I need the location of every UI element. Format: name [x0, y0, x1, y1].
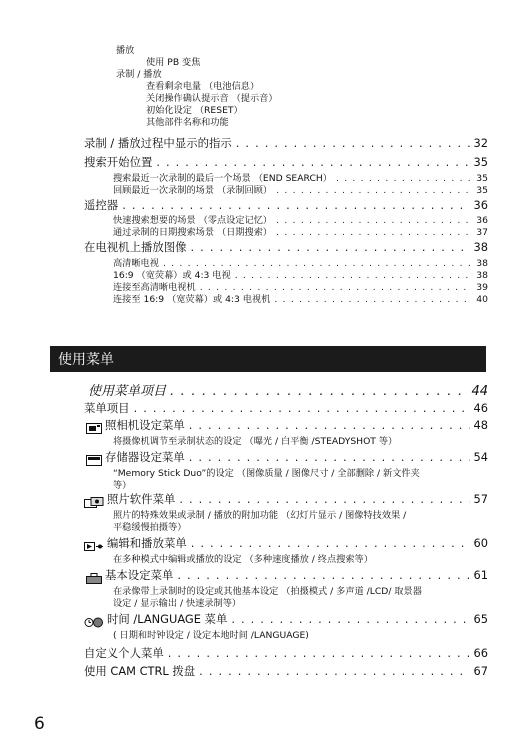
toc-page: 35: [473, 155, 488, 169]
toc-title: 搜索最近一次录制的最后一个场景 （END SEARCH）: [113, 173, 332, 184]
picture-application-icon: [84, 493, 104, 504]
toc-title: 连接至 16:9 （宽荧幕）或 4:3 电视机: [113, 294, 271, 305]
toc-page: 61: [473, 568, 488, 582]
toc-description: 等）: [113, 480, 132, 491]
toc-page: 35: [476, 173, 488, 184]
toc-page: 32: [473, 136, 488, 150]
toc-page: 38: [473, 240, 488, 254]
toc-entry[interactable]: [107, 611, 488, 627]
toc-entry[interactable]: [84, 239, 488, 255]
toc-title: 回顾最近一次录制的场景 （录制回顾）: [113, 185, 273, 196]
toc-page: 40: [476, 294, 488, 305]
toc-title: 使用 CAM CTRL 拨盘: [84, 664, 196, 678]
toc-page: 36: [476, 215, 488, 226]
toc-entry[interactable]: [105, 449, 488, 465]
toc-entry[interactable]: [107, 491, 488, 507]
toc-page: 39: [476, 282, 488, 293]
toc-title: 高清晰电视: [113, 258, 159, 269]
toc-page: 37: [476, 227, 488, 238]
toc-page: 60: [473, 536, 488, 550]
toc-description: 在录像带上录制时的设定或其他基本设定 （拍摄模式 / 多声道 /LCD/ 取景器: [113, 586, 422, 597]
list-item: 初始化设定 （RESET）: [146, 105, 243, 116]
toc-title: 照相机设定菜单: [105, 418, 185, 432]
list-item: 播放: [116, 45, 135, 56]
toc-page: 36: [473, 198, 488, 212]
toc-page: 38: [476, 258, 488, 269]
toc-entry[interactable]: [113, 291, 488, 305]
toc-description: 将摄像机调节至录制状态的设定 （曝光 / 白平衡 /STEADYSHOT 等）: [113, 436, 398, 447]
toc-title: 时间 /LANGUAGE 菜单: [107, 612, 228, 626]
toc-entry[interactable]: [84, 197, 488, 213]
toc-page: 48: [473, 418, 488, 432]
toc-entry[interactable]: [107, 535, 488, 551]
toc-title: 搜索开始位置: [84, 155, 153, 169]
toc-entry[interactable]: [84, 135, 488, 151]
toc-page: 35: [476, 185, 488, 196]
toc-title: 遥控器: [84, 198, 119, 212]
page-number: 6: [34, 714, 45, 734]
toc-entry[interactable]: [113, 224, 488, 238]
section-banner: [50, 346, 486, 372]
toc-page: 65: [473, 612, 488, 626]
toc-description: 照片的特殊效果或录制 / 播放的附加功能 （幻灯片显示 / 图像特技效果 /: [113, 510, 407, 521]
toc-title: 存储器设定菜单: [105, 450, 185, 464]
toc-entry[interactable]: [88, 380, 488, 399]
toc-description: ( 日期和时钟设定 / 设定本地时间 /LANGUAGE): [113, 630, 309, 641]
toc-page: 67: [473, 664, 488, 678]
toc-entry[interactable]: [113, 182, 488, 196]
memory-card-icon: [86, 451, 102, 462]
toc-description: 在多种模式中编辑或播放的设定 （多种速度播放 / 终点搜索等）: [113, 554, 373, 565]
toc-title: 菜单项目: [84, 401, 130, 415]
toc-entry[interactable]: [84, 154, 488, 170]
toc-title: 基本设定菜单: [105, 568, 174, 582]
toc-title: 录制 / 播放过程中显示的指示: [84, 136, 232, 150]
toc-title: 通过录制的日期搜索场景 （日期搜索）: [113, 227, 273, 238]
toc-title: 快速搜索想要的场景 （零点设定记忆）: [113, 215, 273, 226]
toolbox-icon: [86, 569, 102, 580]
list-item: 关闭操作确认提示音 （提示音）: [146, 93, 278, 104]
edit-play-icon: [84, 537, 104, 548]
toc-entry[interactable]: [84, 645, 488, 661]
toc-title: 编辑和播放菜单: [107, 536, 187, 550]
list-item: 录制 / 播放: [116, 69, 162, 80]
list-item: 查看剩余电量 （电池信息）: [146, 81, 260, 92]
toc-page: 57: [473, 492, 488, 506]
section-title: 使用菜单: [58, 352, 114, 368]
toc-title: 16:9 （宽荧幕）或 4:3 电视: [113, 270, 231, 281]
toc-page: 66: [473, 646, 488, 660]
toc-title: 自定义个人菜单: [84, 646, 164, 660]
toc-page: 38: [476, 270, 488, 281]
camera-icon: [86, 419, 102, 430]
toc-page: 46: [473, 401, 488, 415]
toc-page: 44: [471, 384, 488, 399]
toc-description: 平稳缓慢拍摄等）: [113, 522, 187, 533]
edit-play-icon: [84, 511, 104, 522]
toc-title: 照片软件菜单: [107, 492, 176, 506]
toc-description: 设定 / 显示输出 / 快速录制等）: [113, 598, 242, 609]
toc-description: “Memory Stick Duo”的设定 （图像质量 / 图像尺寸 / 全部删除 / 新文件夹: [113, 468, 420, 479]
clock-globe-icon: [84, 613, 104, 624]
toc-title: 连接至高清晰电视机: [113, 282, 196, 293]
toc-entry[interactable]: [84, 400, 488, 416]
toc-entry[interactable]: [84, 663, 488, 679]
toc-entry[interactable]: [105, 417, 488, 433]
list-item: 使用 PB 变焦: [146, 57, 201, 68]
list-item: 其他部件名称和功能: [146, 117, 229, 128]
toc-entry[interactable]: [105, 567, 488, 583]
toc-title: 在电视机上播放图像: [84, 240, 187, 254]
toc-page: 54: [473, 450, 488, 464]
toc-title: 使用菜单项目: [88, 384, 167, 399]
